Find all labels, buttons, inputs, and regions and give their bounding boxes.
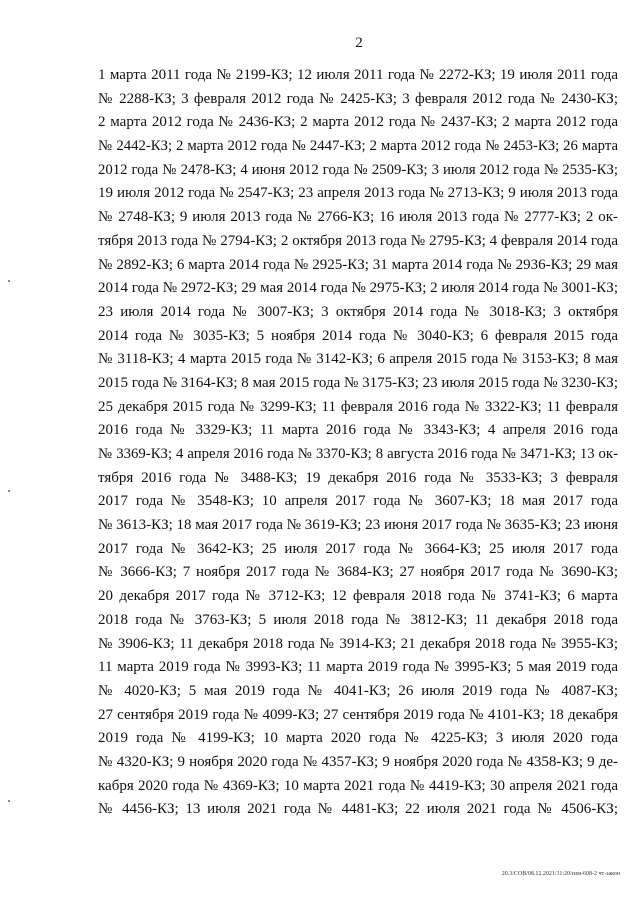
text-line: тября 2013 года № 2794-КЗ; 2 октября 2013 года № 2795-КЗ; 4 февраля 2014 года [98,232,618,249]
page-number: 2 [355,35,363,51]
text-line: № 3613-КЗ; 18 мая 2017 года № 3619-КЗ; 23 июня 2017 года № 3635-КЗ; 23 июня [98,517,618,534]
text-line: 2014 года № 3035-КЗ; 5 ноября 2014 года № 3040-КЗ; 6 февраля 2015 года [98,327,618,344]
text-line: № 3906-КЗ; 11 декабря 2018 года № 3914-КЗ; 21 декабря 2018 года № 3955-КЗ; [98,635,618,652]
text-line: 23 июля 2014 года № 3007-КЗ; 3 октября 2014 года № 3018-КЗ; 3 октября [98,303,618,320]
text-line: № 4020-КЗ; 5 мая 2019 года № 4041-КЗ; 26 июля 2019 года № 4087-КЗ; [98,682,618,699]
margin-mark [8,800,10,802]
document-body-text [98,64,618,822]
text-line: 2 марта 2012 года № 2436-КЗ; 2 марта 2012 года № 2437-КЗ; 2 марта 2012 года [98,114,618,131]
text-line: № 4456-КЗ; 13 июля 2021 года № 4481-КЗ; 22 июля 2021 года № 4506-КЗ; [98,801,618,818]
text-line: 2012 года № 2478-КЗ; 4 июня 2012 года № 2509-КЗ; 3 июля 2012 года № 2535-КЗ; [98,161,618,178]
text-line: 2016 года № 3329-КЗ; 11 марта 2016 года № 3343-КЗ; 4 апреля 2016 года [98,422,618,439]
text-line: 2018 года № 3763-КЗ; 5 июля 2018 года № 3812-КЗ; 11 декабря 2018 года [98,611,618,628]
text-line: кабря 2020 года № 4369-КЗ; 10 марта 2021 года № 4419-КЗ; 30 апреля 2021 года [98,777,618,794]
text-line: № 3369-КЗ; 4 апреля 2016 года № 3370-КЗ; 8 августа 2016 года № 3471-КЗ; 13 ок- [98,446,618,462]
text-line: тября 2016 года № 3488-КЗ; 19 декабря 2016 года № 3533-КЗ; 3 февраля [98,469,618,486]
text-line: 2017 года № 3548-КЗ; 10 апреля 2017 года № 3607-КЗ; 18 мая 2017 года [98,493,618,510]
margin-mark [8,280,10,282]
text-line: 2014 года № 2972-КЗ; 29 мая 2014 года № 2975-КЗ; 2 июля 2014 года № 3001-КЗ; [98,280,618,297]
text-line: 19 июля 2012 года № 2547-КЗ; 23 апреля 2013 года № 2713-КЗ; 9 июля 2013 года [98,185,618,202]
text-line: 20 декабря 2017 года № 3712-КЗ; 12 февраля 2018 года № 3741-КЗ; 6 марта [98,588,618,605]
text-line: 2017 года № 3642-КЗ; 25 июля 2017 года № 3664-КЗ; 25 июля 2017 года [98,540,618,557]
text-line: 2015 года № 3164-КЗ; 8 мая 2015 года № 3175-КЗ; 23 июля 2015 года № 3230-КЗ; [98,374,618,391]
text-line: 1 марта 2011 года № 2199-КЗ; 12 июля 2011 года № 2272-КЗ; 19 июля 2011 года [98,67,618,83]
text-line: 25 декабря 2015 года № 3299-КЗ; 11 февраля 2016 года № 3322-КЗ; 11 февраля [98,398,618,415]
text-line: 27 сентября 2019 года № 4099-КЗ; 27 сентября 2019 года № 4101-КЗ; 18 декабря [98,706,618,723]
text-line: № 4320-КЗ; 9 ноября 2020 года № 4357-КЗ; 9 ноября 2020 года № 4358-КЗ; 9 де- [98,753,618,770]
text-line: № 3666-КЗ; 7 ноября 2017 года № 3684-КЗ; 27 ноября 2017 года № 3690-КЗ; [98,564,618,581]
text-line: 11 марта 2019 года № 3993-КЗ; 11 марта 2019 года № 3995-КЗ; 5 мая 2019 года [98,659,618,676]
text-line: № 3118-КЗ; 4 марта 2015 года № 3142-КЗ; 6 апреля 2015 года № 3153-КЗ; 8 мая [98,351,618,368]
text-line: № 2288-КЗ; 3 февраля 2012 года № 2425-КЗ; 3 февраля 2012 года № 2430-КЗ; [98,90,618,107]
margin-mark [8,490,10,492]
text-line: № 2748-КЗ; 9 июля 2013 года № 2766-КЗ; 16 июля 2013 года № 2777-КЗ; 2 ок- [98,209,618,226]
text-line: 2019 года № 4199-КЗ; 10 марта 2020 года № 4225-КЗ; 3 июля 2020 года [98,730,618,747]
text-line: № 2892-КЗ; 6 марта 2014 года № 2925-КЗ; 31 марта 2014 года № 2936-КЗ; 29 мая [98,256,618,273]
text-line: № 2442-КЗ; 2 марта 2012 года № 2447-КЗ; 2 марта 2012 года № 2453-КЗ; 26 марта [98,138,618,155]
document-footer-code: 20.3/СОВ/08.12.2021/11:20/изм-608-2 чт-закон [501,871,620,877]
